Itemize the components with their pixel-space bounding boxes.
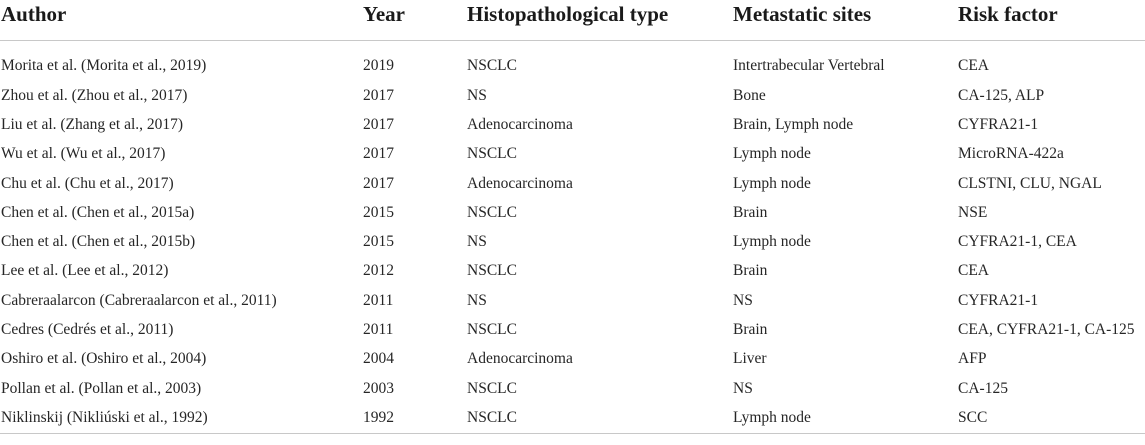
table-row (0, 198, 1145, 227)
table-body (0, 41, 1145, 434)
cell-year: 2012 (363, 262, 394, 280)
cell-sites: Lymph node (733, 145, 811, 163)
cell-risk: CEA, CYFRA21-1, CA-125 (958, 321, 1135, 339)
cell-author: Zhou et al. (Zhou et al., 2017) (1, 86, 188, 104)
cell-type: NSCLC (467, 57, 517, 74)
cell-author: Wu et al. (Wu et al., 2017) (1, 145, 166, 163)
cell-author: Morita et al. (Morita et al., 2019) (1, 57, 207, 74)
cell-type: NSCLC (467, 321, 517, 339)
cell-type: NSCLC (467, 145, 517, 163)
cell-sites: Bone (733, 86, 766, 104)
cell-sites: Brain, Lymph node (733, 115, 854, 133)
cell-type: Adenocarcinoma (467, 174, 573, 192)
cell-risk: AFP (958, 350, 987, 368)
table-row (0, 257, 1145, 286)
table-row (0, 286, 1145, 315)
cell-risk: CLSTNI, CLU, NGAL (958, 174, 1102, 192)
cell-author: Chen et al. (Chen et al., 2015b) (1, 233, 196, 251)
table-row (0, 227, 1145, 256)
cell-author: Oshiro et al. (Oshiro et al., 2004) (1, 350, 207, 368)
cell-sites: Lymph node (733, 174, 811, 192)
table-row (0, 169, 1145, 198)
table-row (0, 315, 1145, 344)
cell-year: 2003 (363, 379, 394, 397)
cell-risk: CA-125, ALP (958, 86, 1045, 104)
cell-sites: Intertrabecular Vertebral (733, 57, 885, 74)
cell-sites: Brain (733, 262, 768, 280)
cell-year: 1992 (363, 403, 467, 434)
cell-sites: Liver (733, 350, 767, 368)
cell-author: Chu et al. (Chu et al., 2017) (1, 174, 174, 192)
cell-type: NSCLC (467, 379, 517, 397)
table-row (0, 140, 1145, 169)
cell-type: NS (467, 291, 487, 309)
table-row (0, 81, 1145, 110)
cell-author: Pollan et al. (Pollan et al., 2003) (1, 379, 202, 397)
table-row (0, 110, 1145, 139)
cell-year: 2019 (363, 57, 394, 74)
cell-risk: CEA (958, 262, 989, 280)
cell-type: NSCLC (467, 403, 733, 434)
cell-year: 2004 (363, 350, 394, 368)
cell-risk: MicroRNA-422a (958, 145, 1064, 163)
cell-risk: CEA (958, 57, 989, 74)
header-author: Author (1, 2, 67, 26)
cell-year: 2017 (363, 86, 394, 104)
cell-author: Niklinskij (Nikliúski et al., 1992) (0, 403, 363, 434)
table-row (0, 41, 1145, 82)
cell-type: NSCLC (467, 203, 517, 221)
cell-risk: NSE (958, 203, 988, 221)
cell-year: 2011 (363, 321, 394, 339)
cell-author: Lee et al. (Lee et al., 2012) (1, 262, 169, 280)
cell-sites: Lymph node (733, 403, 958, 434)
cell-year: 2017 (363, 145, 394, 163)
table-header (0, 0, 1145, 41)
cell-type: NS (467, 86, 487, 104)
cell-sites: Lymph node (733, 233, 811, 251)
cell-risk: CYFRA21-1 (958, 115, 1039, 133)
header-row (0, 0, 1145, 41)
cell-risk: CA-125 (958, 379, 1008, 397)
header-risk-factor: Risk factor (958, 2, 1058, 26)
cell-author: Liu et al. (Zhang et al., 2017) (1, 115, 184, 133)
table-row (0, 345, 1145, 374)
cell-author: Chen et al. (Chen et al., 2015a) (1, 203, 195, 221)
cell-sites: Brain (733, 321, 768, 339)
cell-year: 2015 (363, 203, 394, 221)
table-row (0, 374, 1145, 403)
cell-author: Cabreraalarcon (Cabreraalarcon et al., 2011) (1, 291, 277, 309)
cell-risk: CYFRA21-1, CEA (958, 233, 1077, 251)
header-metastatic-sites: Metastatic sites (733, 2, 872, 26)
cell-type: NSCLC (467, 262, 517, 280)
cell-author: Cedres (Cedrés et al., 2011) (1, 321, 174, 339)
cell-year: 2017 (363, 174, 394, 192)
cell-risk: SCC (958, 403, 1145, 434)
header-histopathological-type: Histopathological type (467, 2, 669, 26)
cell-year: 2015 (363, 233, 394, 251)
cell-sites: Brain (733, 203, 768, 221)
cell-sites: NS (733, 379, 753, 397)
cell-type: Adenocarcinoma (467, 350, 573, 368)
cell-year: 2017 (363, 115, 394, 133)
cell-sites: NS (733, 291, 753, 309)
header-year: Year (363, 2, 405, 26)
cell-risk: CYFRA21-1 (958, 291, 1039, 309)
cell-type: NS (467, 233, 487, 251)
cell-type: Adenocarcinoma (467, 115, 573, 133)
table-row (0, 403, 1145, 434)
cell-year: 2011 (363, 291, 394, 309)
